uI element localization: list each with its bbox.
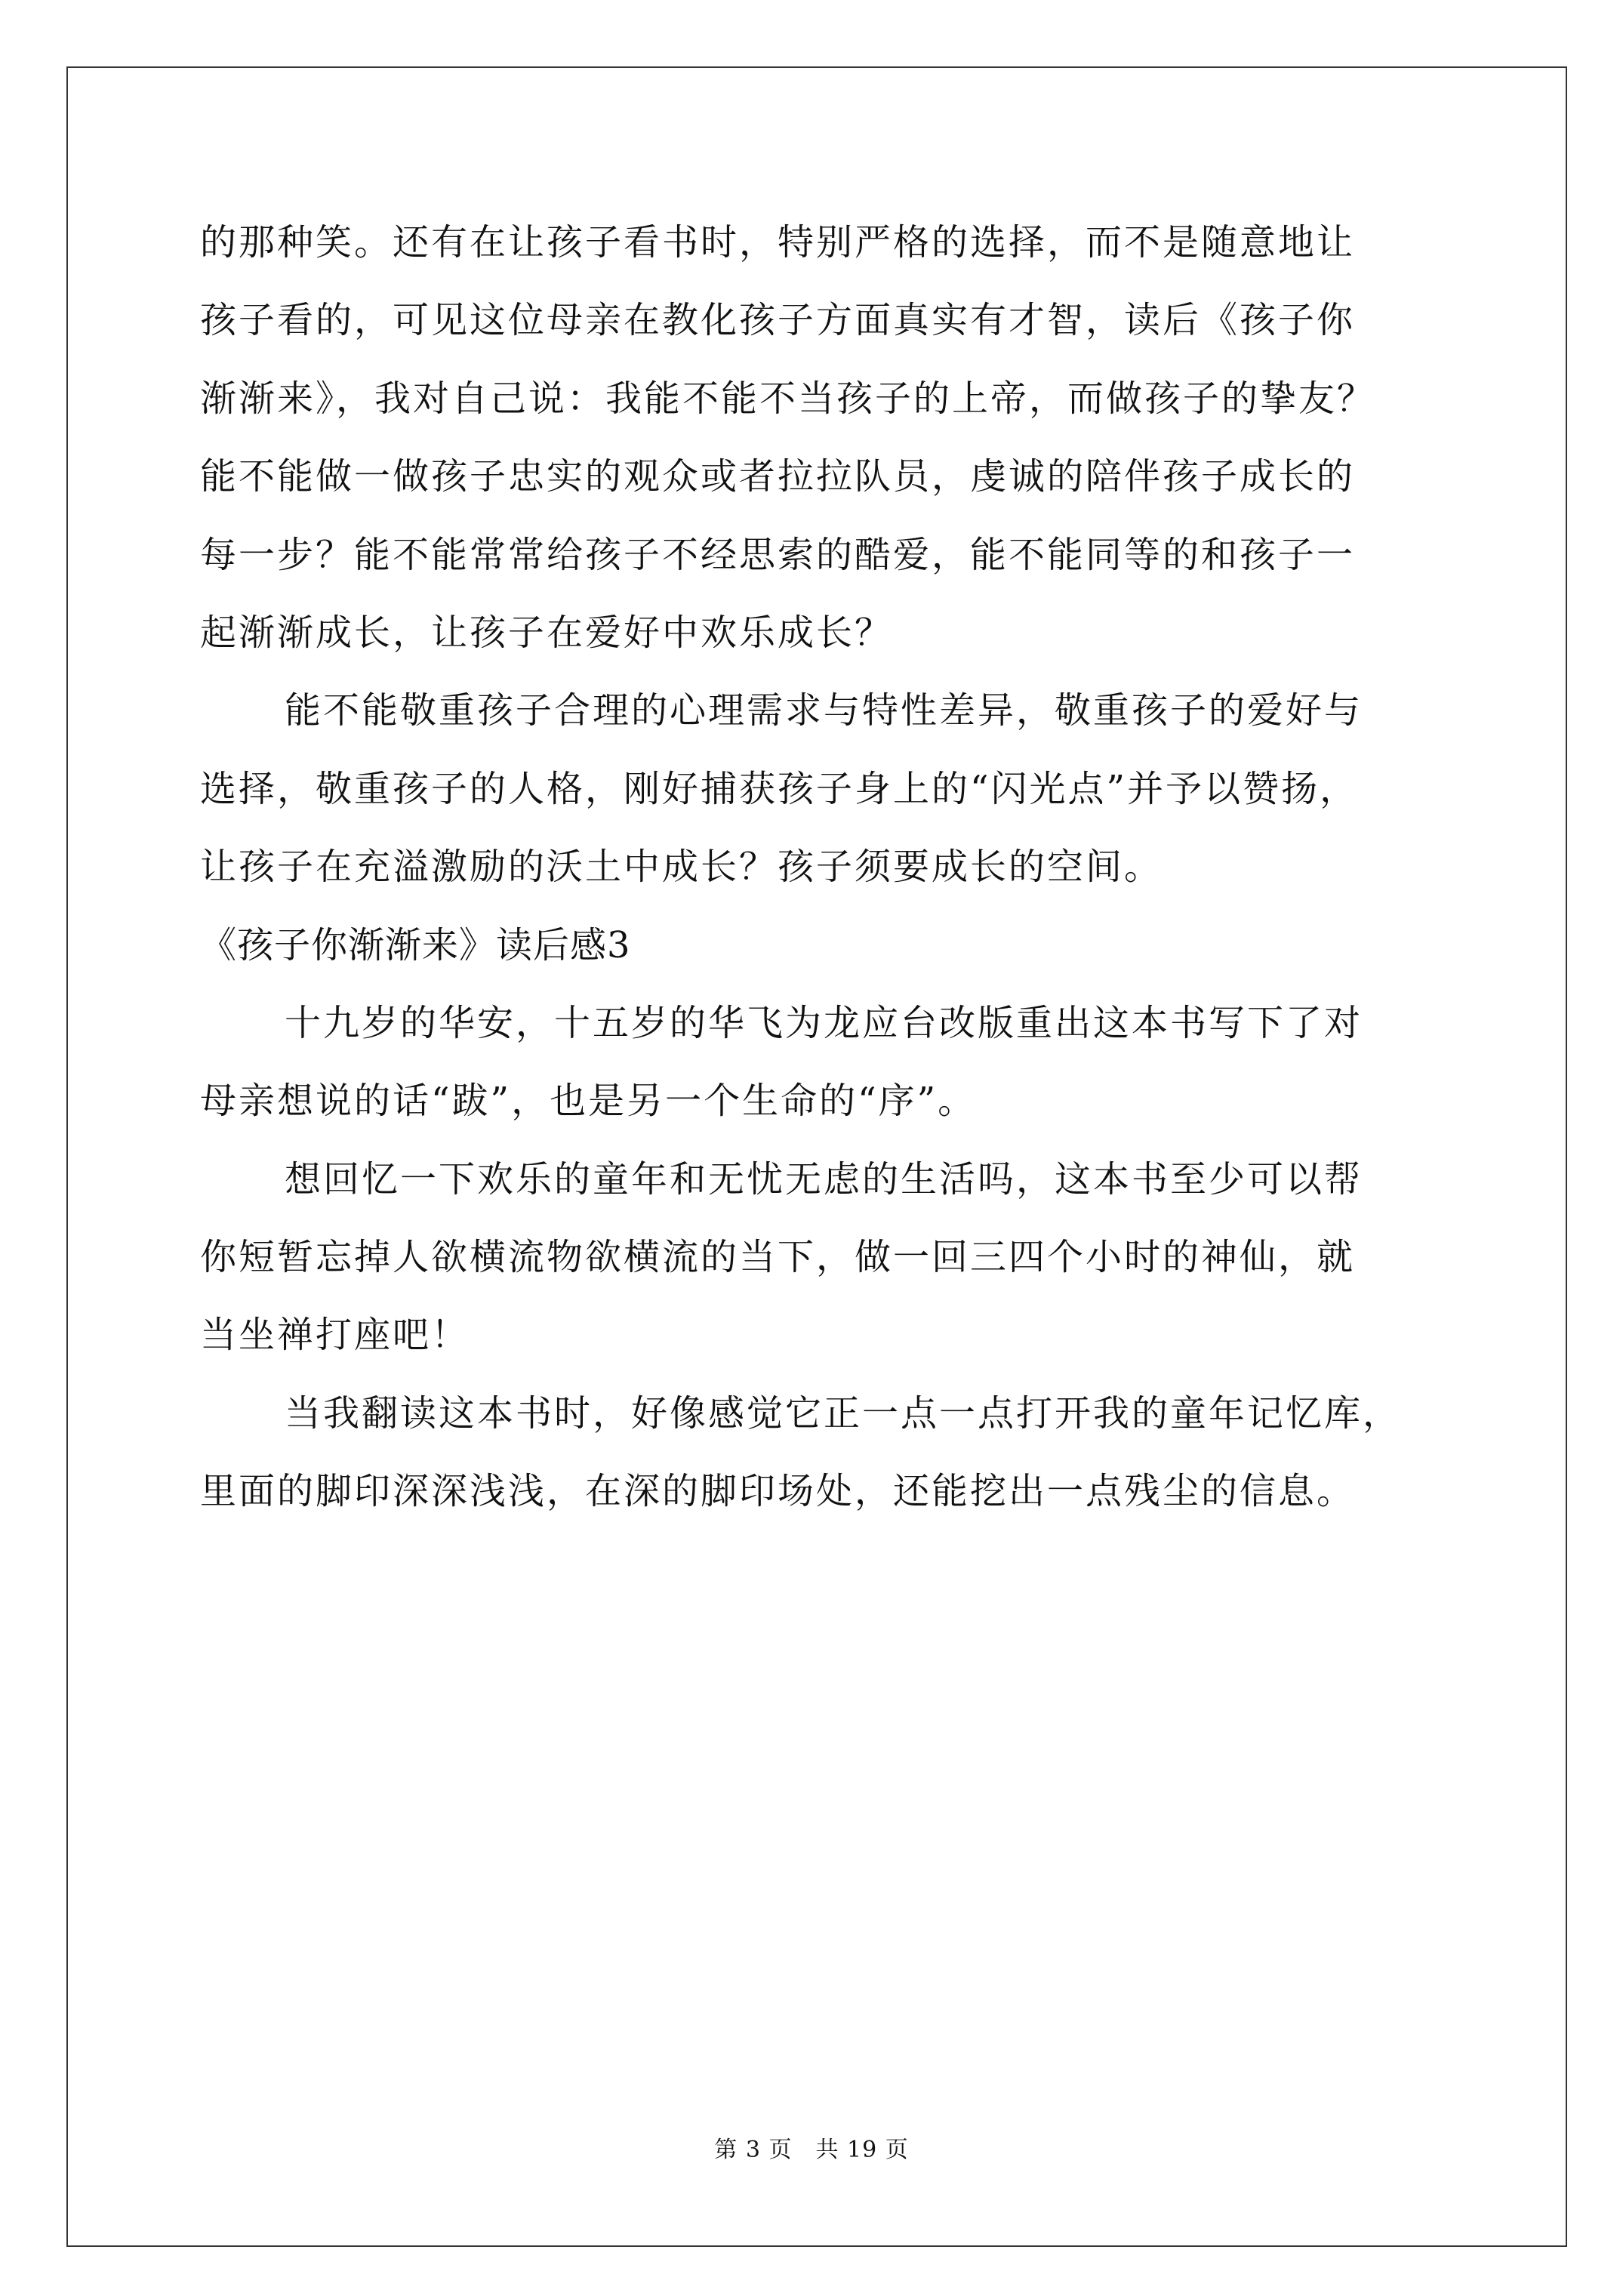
text-line: 你短暂忘掉人欲横流物欲横流的当下，做一回三四个小时的神仙，就 bbox=[200, 1236, 1356, 1279]
text-line: 起渐渐成长，让孩子在爱好中欢乐成长？ bbox=[200, 611, 894, 654]
text-line: 让孩子在充溢激励的沃土中成长？孩子须要成长的空间。 bbox=[200, 846, 1163, 889]
text-line: 每一步？能不能常常给孩子不经思索的酷爱，能不能同等的和孩子一 bbox=[200, 533, 1356, 576]
text-line: 选择，敬重孩子的人格，刚好捕获孩子身上的“闪光点”并予以赞扬， bbox=[200, 767, 1359, 810]
page-number-footer: 第 3 页 共 19 页 bbox=[714, 2137, 909, 2163]
text-line: 能不能做一做孩子忠实的观众或者拉拉队员，虔诚的陪伴孩子成长的 bbox=[200, 455, 1356, 498]
paragraph-start-line: 能不能敬重孩子合理的心理需求与特性差异，敬重孩子的爱好与 bbox=[285, 689, 1363, 732]
paragraph-start-line: 十九岁的华安，十五岁的华飞为龙应台改版重出这本书写下了对 bbox=[285, 1001, 1363, 1044]
text-line: 里面的脚印深深浅浅，在深的脚印场处，还能挖出一点残尘的信息。 bbox=[200, 1470, 1356, 1513]
text-line: 孩子看的，可见这位母亲在教化孩子方面真实有才智，读后《孩子你 bbox=[200, 299, 1356, 342]
text-line: 渐渐来》，我对自己说：我能不能不当孩子的上帝，而做孩子的挚友？ bbox=[200, 377, 1376, 420]
text-line: 母亲想说的话“跋”，也是另一个生命的“序”。 bbox=[200, 1080, 977, 1123]
document-body bbox=[200, 204, 1468, 1531]
paragraph-start-line: 当我翻读这本书时，好像感觉它正一点一点打开我的童年记忆库， bbox=[285, 1391, 1402, 1435]
text-line: 当坐禅打座吧！ bbox=[200, 1314, 470, 1357]
text-line: 的那种笑。还有在让孩子看书时，特别严格的选择，而不是随意地让 bbox=[200, 221, 1356, 264]
paragraph-start-line: 想回忆一下欢乐的童年和无忧无虑的生活吗，这本书至少可以帮 bbox=[285, 1157, 1363, 1200]
section-heading: 《孩子你渐渐来》读后感3 bbox=[200, 923, 631, 966]
